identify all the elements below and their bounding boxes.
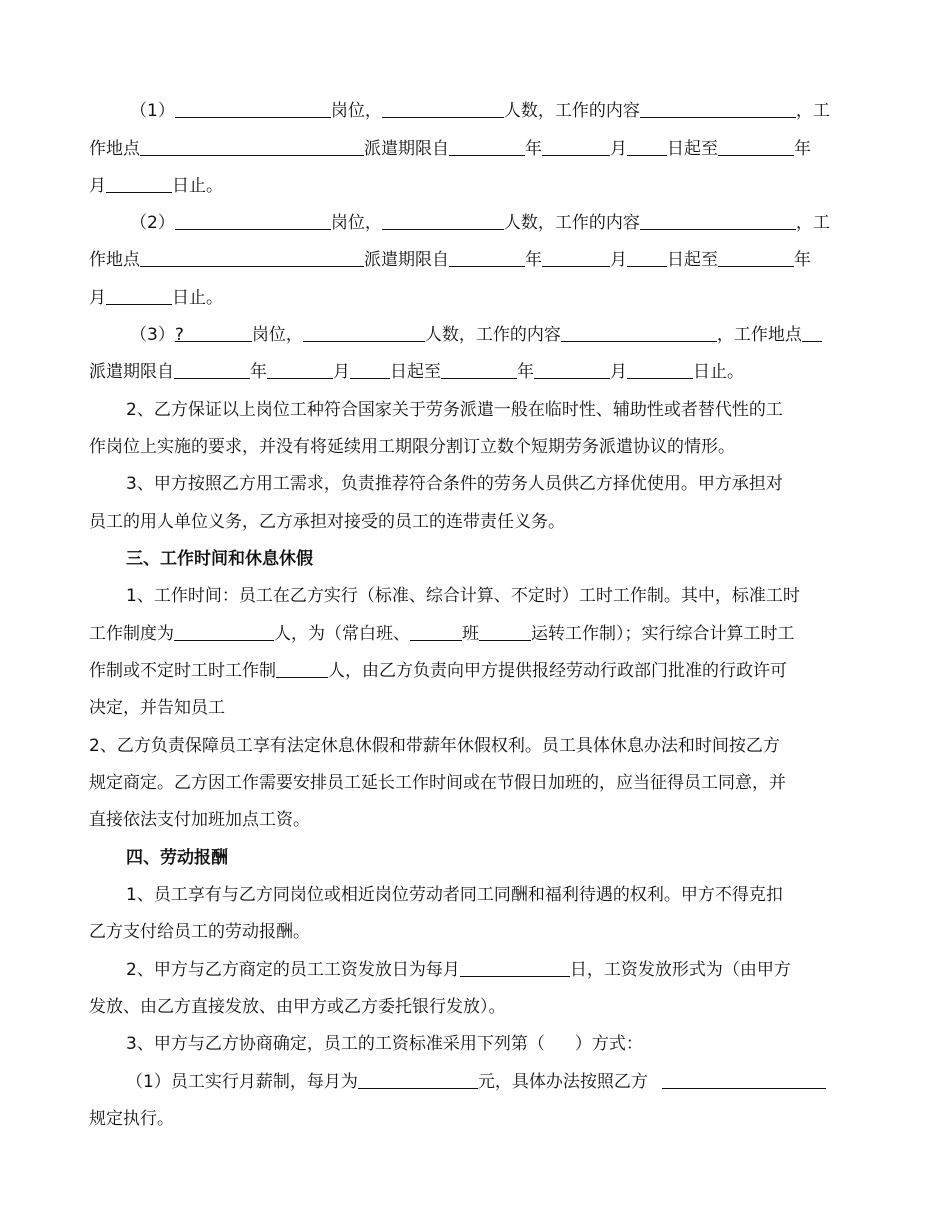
clause-2-line-2: 作地点 派遣期限自 年 月 日起至 年 <box>89 247 811 273</box>
clause-2-line-1: （2） 岗位， 人数，工作的内容 ，工 <box>130 210 830 236</box>
clause-3-line-2: 派遣期限自 年 月 日起至 年 月 日止。 <box>89 359 744 385</box>
blank-field <box>627 136 667 156</box>
section-heading-work-time: 三、工作时间和休息休假 <box>126 549 313 569</box>
para-text: 直接依法支付加班加点工资。 <box>89 810 310 830</box>
blank-field <box>358 1069 478 1089</box>
blank-field <box>140 247 364 267</box>
para-text: 2、甲方与乙方商定的员工工资发放日为每月 日，工资发放形式为（由甲方 <box>126 957 791 983</box>
para-text: 3、甲方与乙方协商确定，员工的工资标准采用下列第（ ）方式： <box>126 1034 643 1054</box>
para-text: 决定，并告知员工 <box>89 698 225 718</box>
blank-field <box>662 1069 826 1089</box>
para-text: 2、乙方保证以上岗位工种符合国家关于劳务派遣一般在临时性、辅助性或者替代性的工 <box>126 400 783 420</box>
blank-field <box>802 322 822 342</box>
blank-field <box>106 285 172 305</box>
blank-field <box>267 359 333 379</box>
blank-field <box>479 621 531 641</box>
blank-field <box>640 98 796 118</box>
clause-1-line-1: （1） 岗位， 人数，工作的内容 ，工 <box>130 98 830 124</box>
para-text: 作岗位上实施的要求，并没有将延续用工期限分割订立数个短期劳务派遣协议的情形。 <box>89 437 735 457</box>
clause-2-line-3: 月 日止。 <box>89 285 223 311</box>
para-text: 员工的用人单位义务，乙方承担对接受的员工的连带责任义务。 <box>89 512 565 532</box>
para-text: 2、乙方负责保障员工享有法定休息休假和带薪年休假权利。员工具体休息办法和时间按乙方 <box>89 736 780 756</box>
para-text: 发放、由乙方直接发放、由甲方或乙方委托银行发放）。 <box>89 997 506 1017</box>
blank-field <box>441 359 517 379</box>
blank-field <box>175 210 331 230</box>
blank-field <box>175 98 331 118</box>
blank-field <box>627 359 693 379</box>
blank-field <box>410 621 462 641</box>
blank-field <box>350 359 390 379</box>
clause-3-line-1: （3）? 岗位， 人数，工作的内容 ，工作地点 <box>130 322 822 348</box>
blank-field <box>174 359 250 379</box>
blank-field <box>382 210 504 230</box>
para-text: 1、工作时间：员工在乙方实行（标准、综合计算、不定时）工时工作制。其中，标准工时 <box>126 586 800 606</box>
clause-1-line-3: 月 日止。 <box>89 173 223 199</box>
blank-field <box>174 621 274 641</box>
para-text: 规定商定。乙方因工作需要安排员工延长工作时间或在节假日加班的，应当征得员工同意，并 <box>89 773 786 793</box>
blank-field <box>106 173 172 193</box>
blank-field <box>718 247 794 267</box>
para-text: 乙方支付给员工的劳动报酬。 <box>89 922 310 942</box>
para-text: （1）员工实行月薪制，每月为 元，具体办法按照乙方 <box>126 1069 826 1095</box>
blank-field <box>184 322 252 342</box>
blank-field <box>303 322 425 342</box>
blank-field <box>627 247 667 267</box>
blank-field <box>561 322 717 342</box>
blank-field <box>449 247 525 267</box>
para-text: 1、员工享有与乙方同岗位或相近岗位劳动者同工同酬和福利待遇的权利。甲方不得克扣 <box>126 885 783 905</box>
blank-field <box>542 136 610 156</box>
para-text: 3、甲方按照乙方用工需求，负责推荐符合条件的劳务人员供乙方择优使用。甲方承担对 <box>126 474 783 494</box>
para-text: 规定执行。 <box>89 1109 174 1129</box>
clause-1-line-2: 作地点 派遣期限自 年 月 日起至 年 <box>89 136 811 162</box>
blank-field <box>140 136 364 156</box>
blank-field <box>382 98 504 118</box>
blank-field <box>718 136 794 156</box>
blank-field <box>276 658 328 678</box>
blank-field <box>460 957 570 977</box>
blank-field <box>449 136 525 156</box>
para-text: 作制或不定时工时工作制 人，由乙方负责向甲方提供报经劳动行政部门批准的行政许可 <box>89 658 787 684</box>
para-text: 工作制度为 人，为（常白班、 班 运转工作制）；实行综合计算工时工 <box>89 621 795 647</box>
blank-field <box>640 210 796 230</box>
section-heading-remuneration: 四、劳动报酬 <box>126 848 228 868</box>
blank-field <box>542 247 610 267</box>
blank-field <box>534 359 610 379</box>
